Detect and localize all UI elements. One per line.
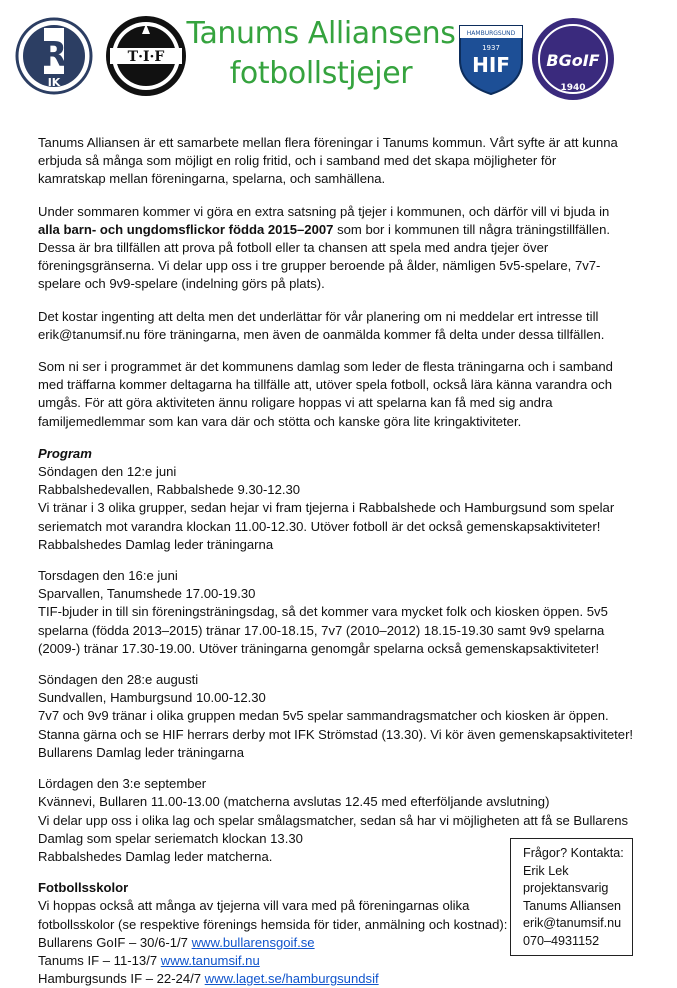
- text-line: 7v7 och 9v9 tränar i olika gruppen medan 5v5 spelar sammandragsmatcher och kiosken är öppen.: [38, 708, 609, 724]
- text-line: Bullarens Damlag leder träningarna: [38, 744, 244, 760]
- invitation-paragraph: [38, 203, 638, 294]
- text-line: erbjuda så många som möjligt en rolig fritid, och i samband med det skapa möjligheter för: [38, 153, 557, 169]
- school-link[interactable]: www.laget.se/hamburgsundsif: [204, 971, 379, 987]
- title-line-1: Tanums Alliansens: [186, 16, 456, 51]
- text-line: fotbollsskolor (se respektive förenings hemsida för tider, anmälning och kostnad):: [38, 916, 508, 932]
- svg-text:T·I·F: T·I·F: [127, 49, 165, 65]
- text-line: kamratskap mellan föreningarna, spelarna, och samhällena.: [38, 171, 386, 187]
- text-line: med träffarna kommer deltagarna ha tillfälle att, utöver spela fotboll, också lära känna varandra och: [38, 377, 613, 393]
- school-label: Bullarens GoIF – 30/6-1/7: [38, 934, 192, 950]
- school-link[interactable]: www.bullarensgoif.se: [191, 934, 315, 950]
- text-line: spelarna (födda 2013–2015) tränar 17.00-18.15, 7v7 (2010–2012) 18.15-19.30 samt 9v9 spelarna: [38, 622, 605, 638]
- svg-text:HIF: HIF: [472, 53, 510, 77]
- text-span: som bor i kommunen till några träningstillfällen.: [333, 221, 610, 237]
- svg-text:HAMBURGSUND: HAMBURGSUND: [466, 30, 516, 37]
- text-line: Damlag som spelar seriematch klockan 13.30: [38, 830, 303, 846]
- text-line: Vi delar upp oss i olika lag och spelar smålagsmatcher, sedan så har vi möjligheten att få se Bullarens: [38, 812, 629, 828]
- contact-line: Frågor? Kontakta:: [523, 846, 624, 860]
- svg-text:1937: 1937: [482, 44, 500, 52]
- event-location: Sundvallen, Hamburgsund 10.00-12.30: [38, 690, 266, 706]
- text-line: umgås. För att göra aktiviteten ännu roligare hoppas vi att spelarna kan få med sig andra: [38, 395, 553, 411]
- school-label: Tanums IF – 11-13/7: [38, 952, 161, 968]
- event-location: Sparvallen, Tanumshede 17.00-19.30: [38, 586, 256, 602]
- svg-text:R: R: [40, 35, 68, 75]
- svg-text:BGoIF: BGoIF: [546, 51, 600, 70]
- program-intro-paragraph: [38, 358, 638, 431]
- text-line: Som ni ser i programmet är det kommunens damlag som leder de flesta träningarna och i samband: [38, 359, 613, 375]
- text-line: TIF-bjuder in till sin föreningsträningsdag, så det kommer vara mycket folk och kiosken öppen. 5v5: [38, 604, 608, 620]
- schools-heading: Fotbollsskolor: [38, 880, 129, 896]
- text-line: [38, 221, 638, 239]
- text-line: Rabbalshedes Damlag leder matcherna.: [38, 848, 273, 864]
- svg-text:1940: 1940: [560, 83, 586, 93]
- text-line: Under sommaren kommer vi göra en extra satsning på tjejer i kommunen, och därför vill vi bjuda in: [38, 203, 610, 219]
- program-heading: Program: [38, 445, 92, 461]
- svg-text:IK: IK: [47, 76, 61, 89]
- contact-box: [510, 838, 633, 956]
- tif-logo: [104, 14, 188, 98]
- text-line: Dessa är bra tillfällen att prova på fotboll eller ta chansen att spela med andra tjejer över: [38, 240, 549, 256]
- hif-logo: [456, 20, 526, 96]
- program-event: [38, 567, 638, 658]
- text-line: (2009-) tränar 17.30-19.00. Utöver träningarna genomgår spelarna också gemenskapsaktiviteter!: [38, 640, 600, 656]
- school-link[interactable]: www.tanumsif.nu: [160, 952, 260, 968]
- contact-email[interactable]: erik@tanumsif.nu: [523, 916, 622, 931]
- school-label: Hamburgsunds IF – 22-24/7: [38, 971, 205, 987]
- text-line: erik@tanumsif.nu före träningarna, men även de oanmälda kommer få delta under dessa tillfällen.: [38, 326, 605, 342]
- cost-paragraph: [38, 308, 638, 344]
- program-event: [38, 463, 638, 554]
- contact-phone: 070–4931152: [523, 933, 600, 948]
- event-location: Rabbalshedevallen, Rabbalshede 9.30-12.30: [38, 482, 301, 498]
- text-line: Tanums Alliansen är ett samarbete mellan flera föreningar i Tanums kommun. Vårt syfte är att kunna: [38, 135, 618, 150]
- rik-logo: [14, 16, 100, 96]
- contact-org: Tanums Alliansen: [523, 898, 622, 913]
- event-date: Söndagen den 28:e augusti: [38, 672, 199, 688]
- text-line: Stanna gärna och se HIF herrars derby mot IFK Strömstad (13.30). Vi kör även gemenskapsaktiviteter!: [38, 726, 634, 742]
- title-line-2: fotbollstjejer: [229, 56, 413, 91]
- text-line: familjemedlemmar som kan vara där och stötta och kanske göra lite kringaktiviteter.: [38, 413, 522, 429]
- text-line: Vi hoppas också att många av tjejerna vill vara med på föreningarnas olika: [38, 898, 470, 914]
- text-line: seriematch mot varandra klockan 11.00-12.30. Utöver fotboll är det också gemenskapsaktiviteter!: [38, 518, 601, 534]
- bgoif-logo: [530, 16, 616, 102]
- text-line: Vi tränar i 3 olika grupper, sedan hejar vi fram tjejerna i Rabbalshede och Hamburgsund som spelar: [38, 500, 615, 516]
- program-event: [38, 671, 638, 762]
- event-date: Söndagen den 12:e juni: [38, 464, 177, 480]
- header: [0, 0, 677, 110]
- text-line: föreningsgränserna. Vi delar upp oss i tre grupper beroende på ålder, nämligen 5v5-spelare, 7v7-: [38, 258, 601, 274]
- page-title: [180, 14, 462, 94]
- event-date: Lördagen den 3:e september: [38, 776, 207, 792]
- text-line: Rabbalshedes Damlag leder träningarna: [38, 536, 274, 552]
- contact-name: Erik Lek: [523, 863, 569, 878]
- text-line: spelare och 9v9-spelare (indelning görs på plats).: [38, 276, 325, 292]
- bold-text: alla barn- och ungdomsflickor födda 2015–2007: [38, 221, 334, 237]
- text-line: Det kostar ingenting att delta men det underlättar för vår planering om ni meddelar ert intresse till: [38, 308, 599, 324]
- event-location: Kvännevi, Bullaren 11.00-13.00 (matcherna avslutas 12.45 med efterföljande avslutning): [38, 794, 550, 810]
- event-date: Torsdagen den 16:e juni: [38, 568, 178, 584]
- contact-role: projektansvarig: [523, 881, 609, 896]
